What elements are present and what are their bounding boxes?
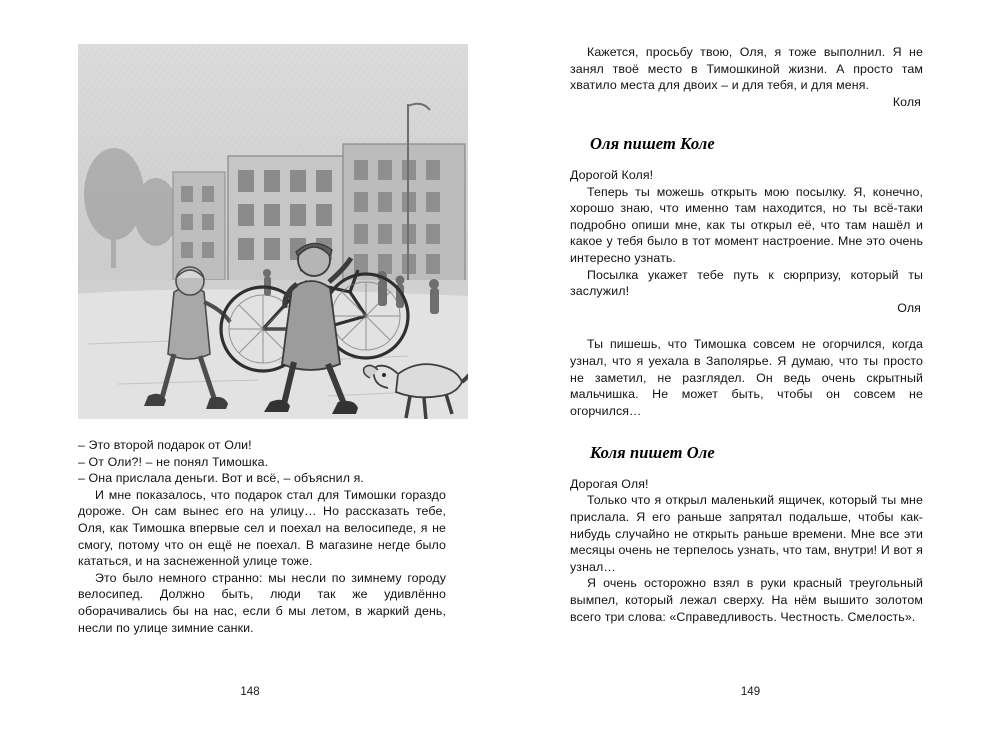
paragraph: Только что я открыл маленький ящичек, который ты мне прислала. Я его раньше запрятал подальше, чтобы как-нибудь случайно не открыть раньше времени. Мне все эти месяцы очень не терпелось узнать, что там, внутри! И вот я узнал…: [570, 493, 923, 574]
left-page-text: [78, 437, 446, 636]
paragraph: Теперь ты можешь открыть мою посылку. Я, конечно, хорошо знаю, что именно там находится, но ты всё-таки подробно опиши мне, как ты открыл её, что там нашёл и какое у тебя было в тот момент настроение. Мне это очень интересно узнать.: [570, 184, 923, 265]
paragraph: Это было немного странно: мы несли по зимнему городу велосипед. Должно быть, люди так же удивлённо оборачивались бы на нас, если б мы летом, в жаркий день, несли по улице зимние санки.: [78, 570, 446, 635]
page-number-left: 148: [240, 686, 260, 698]
right-page-text: [570, 44, 923, 625]
paragraph: Посылка укажет тебе путь к сюрпризу, который ты заслужил!: [570, 267, 923, 299]
left-page: [0, 0, 500, 751]
letter-signature: Оля: [897, 300, 921, 315]
illustration-artwork: [78, 44, 468, 419]
paragraph: И мне показалось, что подарок стал для Тимошки гораздо дороже. Он сам вынес его на улицу… Но рассказать тебе, Оля, как Тимошка впервые сел и поехал на велосипеде, я не смогу, потому что он ещё не поехал. В магазине негде было кататься, и на заснеженной улице тоже.: [78, 487, 446, 569]
letter-signature: Коля: [892, 94, 921, 109]
illustration-boy-carrying-bicycle: [78, 44, 468, 419]
section-heading-kolya-writes: Коля пишет Оле: [590, 443, 715, 463]
paragraph: – Это второй подарок от Оли!: [78, 438, 252, 452]
paragraph: Дорогой Коля!: [570, 167, 654, 182]
paragraph: – От Оли?! – не понял Тимошка.: [78, 454, 269, 469]
paragraph: Дорогая Оля!: [570, 476, 649, 491]
paragraph: Я очень осторожно взял в руки красный треугольный вымпел, который лежал сверху. На нём вышито золотом всего три слова: «Справедливость. Честность. Смелость».: [570, 576, 923, 624]
paragraph: Ты пишешь, что Тимошка совсем не огорчился, когда узнал, что я уехала в Заполярье. Я думаю, что ты просто не заметил, не разглядел. Он ведь очень скрытный мальчишка. Не может быть, чтобы он совсем не огорчился…: [570, 337, 923, 418]
right-page: [500, 0, 1001, 751]
paragraph: – Она прислала деньги. Вот и всё, – объяснил я.: [78, 471, 364, 486]
section-heading-olya-writes: Оля пишет Коле: [590, 134, 715, 154]
page-number-right: 149: [740, 686, 761, 698]
paragraph: Кажется, просьбу твою, Оля, я тоже выполнил. Я не занял твоё место в Тимошкиной жизни. А просто там хватило места для двоих – и для тебя, и для меня.: [570, 45, 923, 93]
